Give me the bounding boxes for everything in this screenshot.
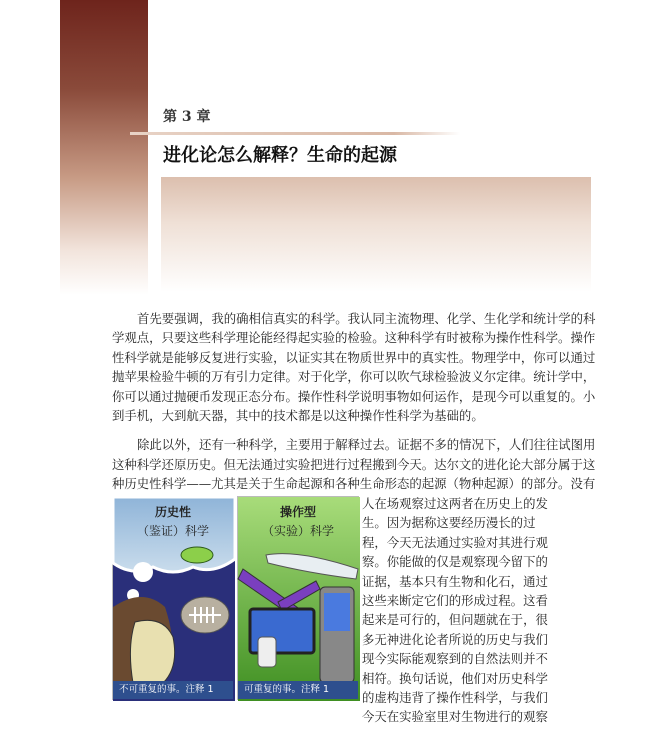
panel-subtitle: （实验）科学 [261, 524, 334, 538]
text-line: 的虚构违背了操作性科学，与我们 [362, 689, 548, 705]
chapter-title: 进化论怎么解释？生命的起源 [163, 145, 397, 166]
text-line: 首先要强调，我的确相信真实的科学。我认同主流物理、化学、生化学和统计学的科 [137, 311, 596, 326]
text-line: 学观点，只要这些科学理论能经得起实验的检验。这种科学有时被称为操作性科学。操作 [112, 330, 596, 346]
text-line: 相符。换句话说，他们对历史科学 [362, 670, 548, 686]
body-text-right-column [362, 494, 548, 727]
panel-title: 操作型 [279, 505, 316, 519]
text-line: 证据，基本只有生物和化石，通过 [362, 573, 548, 589]
text-line: 到手机，大到航天器，其中的技术都是以这种操作性科学为基础的。 [112, 407, 484, 423]
text-line: 生。因为据称这要经历漫长的过 [362, 515, 536, 531]
text-line: 除此以外，还有一种科学，主要用于解释过去。证据不多的情况下，人们往往试图用 [137, 437, 596, 453]
text-line: 抛苹果检验牛顿的万有引力定律。对于化学，你可以吹气球检验波义尔定律。统计学中， [112, 369, 596, 385]
text-line: 这种科学还原历史。但无法通过实验把进行过程搬到今天。达尔文的进化论大部分属于这 [112, 456, 596, 472]
text-line: 这些来断定它们的形成过程。这看 [362, 592, 548, 608]
panel-subtitle: （鉴证）科学 [136, 524, 209, 538]
text-line: 察。你能做的仅是观察现今留下的 [362, 554, 548, 570]
text-line: 你可以通过抛硬币发现正态分布。操作性科学说明事物如何运作，是现今可以重复的。小 [112, 388, 596, 404]
text-line: 性科学就是能够反复进行实验，以证实其在物质世界中的真实性。物理学中，你可以通过 [112, 349, 596, 365]
decorative-gradient-block [161, 177, 591, 292]
body-text [112, 309, 596, 494]
figure-caption: 不可重复的事。注释 1 [113, 681, 233, 699]
chapter-label: 第 3 章 [163, 109, 211, 125]
decorative-band [60, 0, 148, 295]
text-line: 种历史性科学——尤其是关于生命起源和各种生命形态的起源（物种起源）的部分。没有 [112, 476, 596, 492]
text-line: 起来是可行的，但问题就在于，很 [362, 612, 548, 628]
text-line: 程，今天无法通过实验对其进行观 [362, 534, 548, 550]
operational-science-illustration [237, 496, 359, 700]
historical-science-illustration [112, 496, 234, 700]
text-line: 人在场观察过这两者在历史上的发 [362, 496, 548, 511]
panel-title: 历史性 [154, 505, 191, 519]
text-line: 今天在实验室里对生物进行的观察 [362, 709, 548, 725]
text-line: 现今实际能观察到的自然法则并不 [362, 651, 548, 667]
text-line: 多无神进化论者所说的历史与我们 [362, 631, 548, 647]
chapter-rule [130, 132, 460, 135]
figure-caption: 可重复的事。注释 1 [238, 681, 358, 699]
